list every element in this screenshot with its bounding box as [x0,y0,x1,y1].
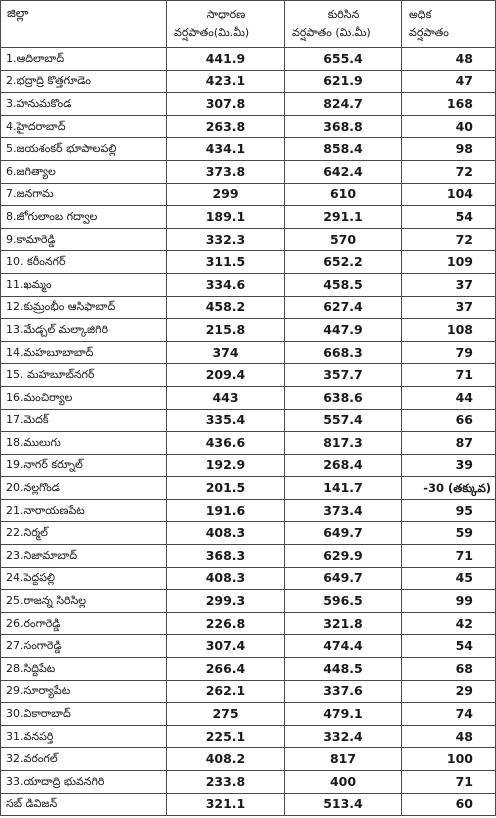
district-cell: 6.జగిత్యాల [1,160,167,183]
district-cell: 30.వికారాబాద్ [1,703,167,726]
actual-rainfall-cell: 458.5 [285,273,402,296]
excess-rainfall-cell: 37 [402,273,496,296]
table-row [1,635,496,658]
excess-rainfall-cell: 168 [402,93,496,116]
actual-rainfall-cell: 321.8 [285,612,402,635]
normal-rainfall-cell: 189.1 [167,206,285,229]
actual-rainfall-cell: 610 [285,183,402,206]
normal-rainfall-cell: 441.9 [167,48,285,71]
actual-rainfall-cell: 332.4 [285,725,402,748]
table-row [1,793,496,816]
table-row [1,251,496,274]
actual-rainfall-cell: 649.7 [285,567,402,590]
district-cell: 33.యాదాద్రి భువనగిరి [1,771,167,794]
actual-rainfall-cell: 474.4 [285,635,402,658]
normal-rainfall-cell: 408.3 [167,522,285,545]
table-row [1,680,496,703]
table-row [1,70,496,93]
table-row [1,522,496,545]
excess-rainfall-cell: 37 [402,296,496,319]
normal-rainfall-cell: 436.6 [167,432,285,455]
normal-rainfall-cell: 368.3 [167,545,285,568]
excess-rainfall-cell: 71 [402,771,496,794]
table-row [1,658,496,681]
normal-rainfall-cell: 334.6 [167,273,285,296]
normal-rainfall-cell: 275 [167,703,285,726]
excess-rainfall-cell: 98 [402,138,496,161]
actual-rainfall-cell: 621.9 [285,70,402,93]
normal-rainfall-cell: 263.8 [167,115,285,138]
actual-rainfall-cell: 668.3 [285,341,402,364]
normal-rainfall-cell: 408.3 [167,567,285,590]
normal-rainfall-cell: 335.4 [167,409,285,432]
actual-rainfall-cell: 337.6 [285,680,402,703]
header-excess-line1: అధిక [409,8,432,21]
table-row [1,48,496,71]
excess-rainfall-cell: -30 (తక్కువ) [402,477,496,500]
excess-rainfall-cell: 99 [402,590,496,613]
normal-rainfall-cell: 299 [167,183,285,206]
excess-rainfall-cell: 39 [402,454,496,477]
district-cell: సబ్ డివిజన్ [1,793,167,816]
table-row [1,319,496,342]
district-cell: 11.ఖమ్మం [1,273,167,296]
normal-rainfall-cell: 434.1 [167,138,285,161]
district-cell: 29.సూర్యాపేట [1,680,167,703]
table-row [1,771,496,794]
actual-rainfall-cell: 627.4 [285,296,402,319]
table-row [1,273,496,296]
normal-rainfall-cell: 191.6 [167,499,285,522]
header-normal-rainfall [167,1,285,48]
table-row [1,499,496,522]
table-row [1,409,496,432]
actual-rainfall-cell: 357.7 [285,364,402,387]
actual-rainfall-cell: 642.4 [285,160,402,183]
actual-rainfall-cell: 400 [285,771,402,794]
actual-rainfall-cell: 141.7 [285,477,402,500]
actual-rainfall-cell: 649.7 [285,522,402,545]
normal-rainfall-cell: 374 [167,341,285,364]
normal-rainfall-cell: 373.8 [167,160,285,183]
header-district [1,1,167,48]
district-cell: 17.మెదక్ [1,409,167,432]
table-row [1,364,496,387]
district-cell: 20.నల్లగొండ [1,477,167,500]
normal-rainfall-cell: 307.4 [167,635,285,658]
district-cell: 28.సిద్దిపేట [1,658,167,681]
actual-rainfall-cell: 513.4 [285,793,402,816]
table-row [1,115,496,138]
normal-rainfall-cell: 226.8 [167,612,285,635]
actual-rainfall-cell: 570 [285,228,402,251]
excess-rainfall-cell: 68 [402,658,496,681]
actual-rainfall-cell: 368.8 [285,115,402,138]
normal-rainfall-cell: 332.3 [167,228,285,251]
excess-rainfall-cell: 48 [402,725,496,748]
excess-rainfall-cell: 47 [402,70,496,93]
header-actual-line1: కురిసిన [327,8,360,21]
header-actual-rainfall [285,1,402,48]
normal-rainfall-cell: 311.5 [167,251,285,274]
excess-rainfall-cell: 74 [402,703,496,726]
table-row [1,590,496,613]
actual-rainfall-cell: 638.6 [285,386,402,409]
table-row [1,93,496,116]
district-cell: 18.ములుగు [1,432,167,455]
table-row [1,183,496,206]
table-row [1,296,496,319]
excess-rainfall-cell: 29 [402,680,496,703]
excess-rainfall-cell: 104 [402,183,496,206]
excess-rainfall-cell: 108 [402,319,496,342]
table-body [1,48,496,816]
district-cell: 14.మహబూబాబాద్ [1,341,167,364]
district-cell: 15. మహబూబ్‌నగర్ [1,364,167,387]
table-row [1,703,496,726]
normal-rainfall-cell: 458.2 [167,296,285,319]
district-cell: 26.రంగారెడ్డి [1,612,167,635]
excess-rainfall-cell: 48 [402,48,496,71]
normal-rainfall-cell: 408.2 [167,748,285,771]
excess-rainfall-cell: 54 [402,206,496,229]
district-cell: 4.హైదరాబాద్ [1,115,167,138]
normal-rainfall-cell: 443 [167,386,285,409]
table-row [1,612,496,635]
district-cell: 22.నిర్మల్ [1,522,167,545]
actual-rainfall-cell: 447.9 [285,319,402,342]
district-cell: 25.రాజన్న సిరిసిల్ల [1,590,167,613]
normal-rainfall-cell: 201.5 [167,477,285,500]
table-row [1,206,496,229]
header-actual-line2: వర్షపాతం (మి.మీ) [292,26,371,39]
table-row [1,228,496,251]
district-cell: 19.నాగర్ కర్నూల్ [1,454,167,477]
excess-rainfall-cell: 54 [402,635,496,658]
actual-rainfall-cell: 629.9 [285,545,402,568]
district-cell: 10. కరీంనగర్ [1,251,167,274]
table-row [1,341,496,364]
table-row [1,386,496,409]
excess-rainfall-cell: 40 [402,115,496,138]
district-cell: 27.సంగారెడ్డి [1,635,167,658]
excess-rainfall-cell: 100 [402,748,496,771]
district-cell: 13.మేడ్చల్ మల్కాజిగిరి [1,319,167,342]
district-cell: 23.నిజామాబాద్ [1,545,167,568]
table-row [1,160,496,183]
header-excess-line2: వర్షపాతం [409,26,449,39]
district-cell: 32.వరంగల్ [1,748,167,771]
excess-rainfall-cell: 109 [402,251,496,274]
header-excess-rainfall [402,1,496,48]
actual-rainfall-cell: 817.3 [285,432,402,455]
actual-rainfall-cell: 448.5 [285,658,402,681]
normal-rainfall-cell: 209.4 [167,364,285,387]
excess-rainfall-cell: 72 [402,228,496,251]
table-row [1,138,496,161]
excess-rainfall-cell: 66 [402,409,496,432]
excess-rainfall-cell: 79 [402,341,496,364]
district-cell: 12.కుమ్రంభీం ఆసిఫాబాద్ [1,296,167,319]
normal-rainfall-cell: 423.1 [167,70,285,93]
normal-rainfall-cell: 192.9 [167,454,285,477]
district-cell: 31.వనపర్తి [1,725,167,748]
normal-rainfall-cell: 307.8 [167,93,285,116]
excess-rainfall-cell: 60 [402,793,496,816]
district-cell: 21.నారాయణపేట [1,499,167,522]
table-row [1,748,496,771]
normal-rainfall-cell: 321.1 [167,793,285,816]
district-cell: 24.పెద్దపల్లి [1,567,167,590]
actual-rainfall-cell: 479.1 [285,703,402,726]
district-cell: 3.హనుమకొండ [1,93,167,116]
table-row [1,545,496,568]
actual-rainfall-cell: 373.4 [285,499,402,522]
normal-rainfall-cell: 262.1 [167,680,285,703]
table-row [1,477,496,500]
normal-rainfall-cell: 233.8 [167,771,285,794]
header-district-label: జిల్లా [7,6,29,20]
district-cell: 8.జోగులాంబ గద్వాల [1,206,167,229]
actual-rainfall-cell: 557.4 [285,409,402,432]
excess-rainfall-cell: 71 [402,545,496,568]
table-row [1,432,496,455]
district-cell: 7.జనగామ [1,183,167,206]
normal-rainfall-cell: 266.4 [167,658,285,681]
excess-rainfall-cell: 71 [402,364,496,387]
district-cell: 9.కామారెడ్డి [1,228,167,251]
actual-rainfall-cell: 824.7 [285,93,402,116]
actual-rainfall-cell: 596.5 [285,590,402,613]
actual-rainfall-cell: 652.2 [285,251,402,274]
excess-rainfall-cell: 42 [402,612,496,635]
district-cell: 2.భద్రాద్రి కొత్తగూడెం [1,70,167,93]
excess-rainfall-cell: 45 [402,567,496,590]
actual-rainfall-cell: 268.4 [285,454,402,477]
excess-rainfall-cell: 87 [402,432,496,455]
header-normal-line2: వర్షపాతం(మి.మీ) [174,26,250,39]
excess-rainfall-cell: 72 [402,160,496,183]
actual-rainfall-cell: 817 [285,748,402,771]
excess-rainfall-cell: 59 [402,522,496,545]
actual-rainfall-cell: 655.4 [285,48,402,71]
header-row [1,1,496,48]
district-cell: 1.ఆదిలాబాద్ [1,48,167,71]
table-row [1,725,496,748]
header-normal-line1: సాధారణ [206,8,246,21]
normal-rainfall-cell: 225.1 [167,725,285,748]
normal-rainfall-cell: 215.8 [167,319,285,342]
excess-rainfall-cell: 95 [402,499,496,522]
actual-rainfall-cell: 291.1 [285,206,402,229]
district-cell: 16.మంచిర్యాల [1,386,167,409]
table-row [1,567,496,590]
actual-rainfall-cell: 858.4 [285,138,402,161]
excess-rainfall-cell: 44 [402,386,496,409]
district-cell: 5.జయశంకర్ భూపాలపల్లి [1,138,167,161]
table-row [1,454,496,477]
normal-rainfall-cell: 299.3 [167,590,285,613]
